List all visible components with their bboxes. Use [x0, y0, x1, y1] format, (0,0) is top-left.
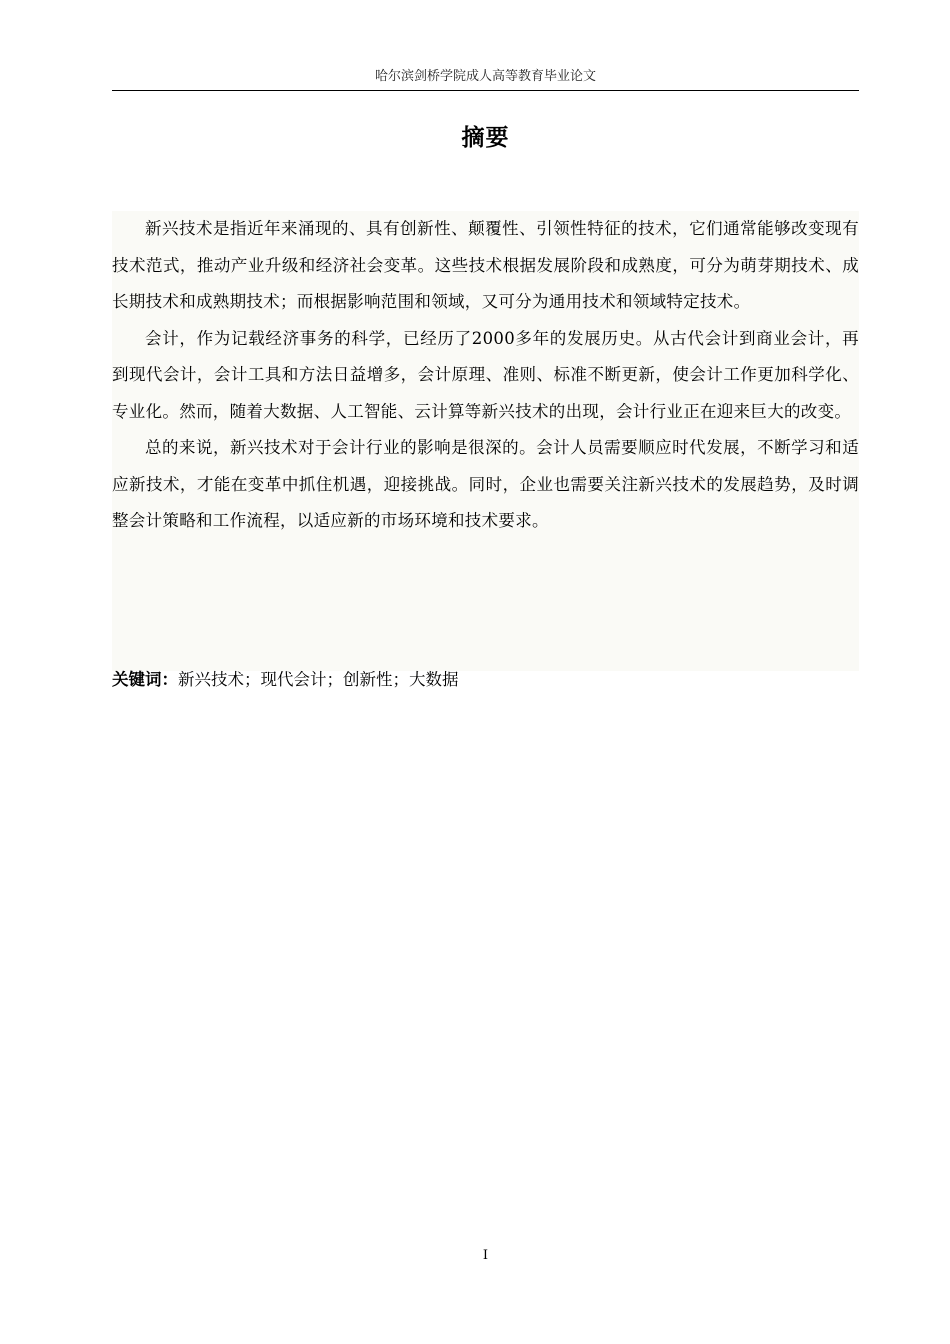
- abstract-paragraph-1: 新兴技术是指近年来涌现的、具有创新性、颠覆性、引领性特征的技术，它们通常能够改变现有技术范式，推动产业升级和经济社会变革。这些技术根据发展阶段和成熟度，可分为萌芽期技术、成长期技术和成熟期技术；而根据影响范围和领域，又可分为通用技术和领域特定技术。: [112, 219, 859, 311]
- abstract-paragraph-2: 会计，作为记载经济事务的科学，已经历了2000多年的发展历史。从古代会计到商业会计，再到现代会计，会计工具和方法日益增多，会计原理、准则、标准不断更新，使会计工作更加科学化、专业化。然而，随着大数据、人工智能、云计算等新兴技术的出现，会计行业正在迎来巨大的改变。: [112, 328, 859, 421]
- page-number: I: [482, 1248, 489, 1263]
- abstract-paragraph-3: 总的来说，新兴技术对于会计行业的影响是很深的。会计人员需要顺应时代发展，不断学习和适应新技术，才能在变革中抓住机遇，迎接挑战。同时，企业也需要关注新兴技术的发展趋势，及时调整会计策略和工作流程，以适应新的市场环境和技术要求。: [112, 438, 859, 530]
- keywords-label: 关键词：: [112, 670, 178, 689]
- abstract-title: 摘要: [461, 125, 510, 151]
- header-divider: [112, 90, 859, 91]
- abstract-body: [112, 211, 859, 671]
- running-header: 哈尔滨剑桥学院成人高等教育毕业论文: [374, 69, 596, 84]
- keywords-text: 新兴技术；现代会计；创新性；大数据: [178, 670, 459, 689]
- keywords-line: [112, 662, 859, 698]
